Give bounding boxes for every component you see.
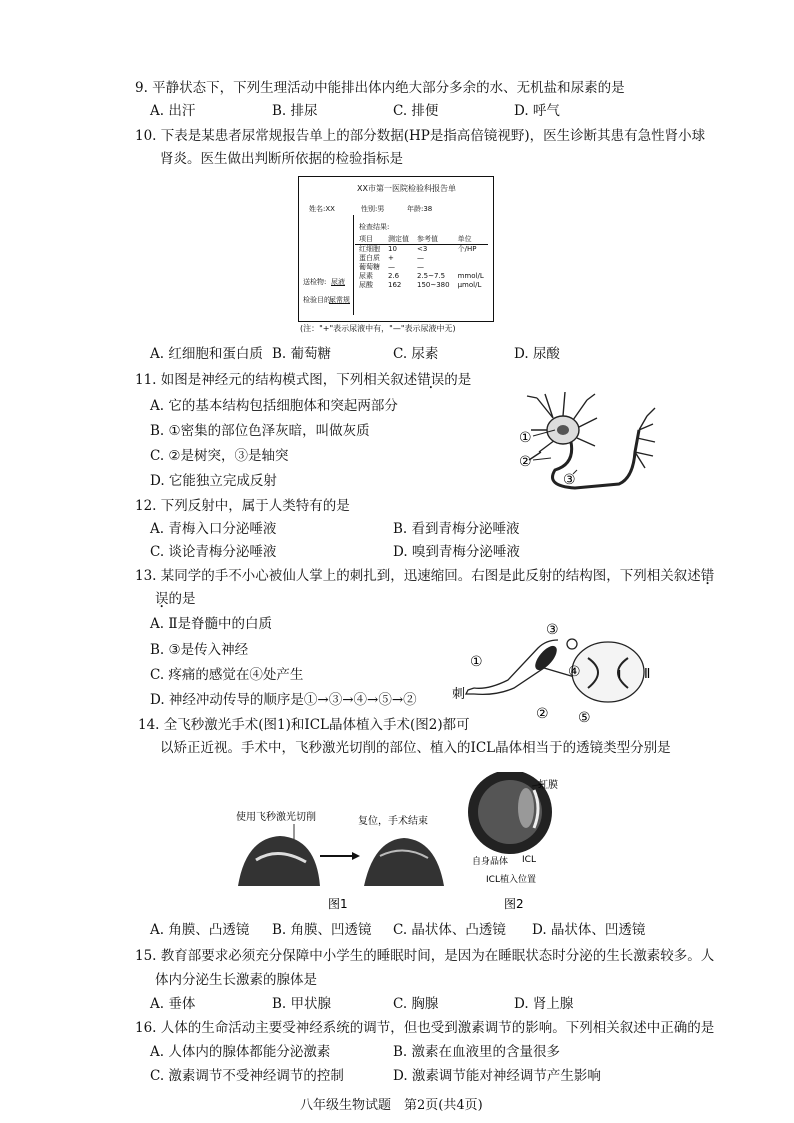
q15-stem-line2: 体内分泌生长激素的腺体是 — [155, 972, 317, 988]
reflex-label-1: ① — [470, 654, 483, 670]
q13-stem-line2 — [155, 589, 196, 609]
table-row — [355, 272, 488, 281]
report-sample-label: 送检物: — [303, 278, 327, 286]
q9-option-a: A. 出汗 — [150, 103, 196, 119]
q10-option-b: B. 葡萄糖 — [272, 346, 332, 362]
reflex-arc-diagram — [448, 618, 660, 726]
q10-option-c: C. 尿素 — [393, 346, 439, 362]
header-unit: 单位 — [454, 235, 488, 245]
reflex-label-i: Ⅰ — [618, 668, 622, 681]
cell: 162 — [388, 281, 402, 289]
table-row — [355, 254, 488, 263]
report-header-row — [355, 235, 488, 245]
page-footer: 八年级生物试题 第2页(共4页) — [300, 1098, 483, 1113]
q11-option-c: C. ②是树突，③是轴突 — [150, 448, 289, 464]
cell: — — [388, 263, 395, 271]
fig1-label-laser: 使用飞秒激光切削 — [236, 812, 316, 823]
q15-option-c: C. 胸腺 — [393, 996, 439, 1012]
report-sex: 性别:男 — [361, 205, 385, 213]
fig2-label-iris: 虹膜 — [538, 780, 558, 791]
cell — [454, 263, 488, 272]
fig2-label-lens: 自身晶体 — [472, 857, 509, 867]
report-age: 年龄:38 — [407, 205, 433, 213]
q16-option-a: A. 人体内的腺体都能分泌激素 — [150, 1044, 331, 1060]
q15-option-a: A. 垂体 — [150, 996, 196, 1012]
q13-stem-line1 — [135, 566, 714, 586]
q15-option-b: B. 甲状腺 — [272, 996, 332, 1012]
report-title: XX市第一医院检验科报告单 — [357, 184, 456, 193]
q13-emphasis-2: 误 — [155, 591, 169, 607]
q13-emphasis-1: 错 — [700, 568, 715, 584]
q16-stem: 16. 人体的生命活动主要受神经系统的调节，但也受到激素调节的影响。下列相关叙述中正确的是 — [135, 1020, 715, 1036]
report-name: 姓名:XX — [309, 205, 335, 213]
neuron-diagram — [515, 390, 665, 500]
fig2-label-position: ICL植入位置 — [486, 875, 536, 885]
cell: 葡萄糖 — [359, 263, 380, 271]
q15-option-d: D. 肾上腺 — [514, 996, 574, 1012]
reflex-label-thorn: 刺 — [452, 687, 466, 702]
cell: 个/HP — [457, 245, 477, 253]
q11-stem — [135, 370, 471, 390]
cell: <3 — [417, 245, 428, 253]
q10-stem-line2: 肾炎。医生做出判断所依据的检验指标是 — [160, 151, 403, 167]
cornea-before — [238, 836, 320, 886]
header-reference: 参考值 — [413, 235, 454, 245]
q11-stem-text: 11. 如图是神经元的结构模式图，下列相关叙述 — [135, 372, 418, 388]
cell: 尿酸 — [359, 281, 373, 289]
header-value: 测定值 — [384, 235, 413, 245]
q11-emphasis: 错误 — [417, 372, 445, 388]
report-results-label: 检查结果: — [359, 223, 390, 231]
q14-stem-line2: 以矫正近视。手术中，飞秒激光切削的部位、植入的ICL晶体相当于的透镜类型分别是 — [160, 740, 671, 756]
q16-option-d: D. 激素调节能对神经调节产生影响 — [393, 1068, 601, 1084]
q15-stem-line1: 15. 教育部要求必须充分保障中小学生的睡眠时间，是因为在睡眠状态时分泌的生长激素较多。人 — [135, 948, 715, 964]
q14-option-b: B. 角膜、凹透镜 — [272, 922, 372, 938]
q14-option-d: D. 晶状体、凹透镜 — [532, 922, 646, 938]
q9-option-c: C. 排便 — [393, 103, 439, 119]
q9-option-b: B. 排尿 — [272, 103, 318, 119]
report-divider — [353, 215, 354, 315]
report-note: (注："+"表示尿液中有，"—"表示尿液中无) — [300, 324, 456, 333]
q14-option-c: C. 晶状体、凸透镜 — [393, 922, 506, 938]
q13-stem-end: 的是 — [168, 591, 196, 607]
cell: μmol/L — [457, 281, 482, 289]
cell — [454, 254, 488, 263]
cell: — — [417, 254, 424, 262]
q16-option-b: B. 激素在血液里的含量很多 — [393, 1044, 561, 1060]
q12-option-d: D. 嗅到青梅分泌唾液 — [393, 544, 520, 560]
q11-option-b: B. ①密集的部位色泽灰暗，叫做灰质 — [150, 423, 370, 439]
reflex-label-2: ② — [536, 706, 549, 722]
q12-stem: 12. 下列反射中，属于人类特有的是 — [135, 498, 350, 514]
cell: 10 — [388, 245, 397, 253]
nucleus — [557, 425, 569, 435]
cell: + — [388, 254, 394, 262]
cell: 150~380 — [417, 281, 450, 289]
reflex-label-3: ③ — [546, 622, 559, 638]
cell: 红细胞 — [359, 245, 380, 253]
fig1-caption: 图1 — [328, 897, 348, 911]
q13-option-d: D. 神经冲动传导的顺序是①→③→④→⑤→② — [150, 692, 417, 708]
q12-option-a: A. 青梅入口分泌唾液 — [150, 521, 277, 537]
efferent-path — [474, 668, 578, 694]
natural-lens — [518, 788, 534, 828]
q12-option-c: C. 谈论青梅分泌唾液 — [150, 544, 277, 560]
table-row — [355, 263, 488, 272]
report-purpose-value: 尿常规 — [329, 296, 350, 304]
q13-option-c: C. 疼痛的感觉在④处产生 — [150, 667, 304, 683]
ganglion — [567, 639, 577, 649]
eye-surgery-figures — [228, 772, 584, 916]
neuron-label-1: ① — [519, 430, 532, 446]
fig2-label-icl: ICL — [522, 855, 536, 865]
q11-option-d: D. 它能独立完成反射 — [150, 473, 277, 489]
fig1-label-reset: 复位，手术结束 — [358, 816, 428, 827]
q10-option-d: D. 尿酸 — [514, 346, 560, 362]
cell: 2.6 — [388, 272, 400, 280]
q16-option-c: C. 激素调节不受神经调节的控制 — [150, 1068, 344, 1084]
q10-stem-line1: 10. 下表是某患者尿常规报告单上的部分数据(HP是指高倍镜视野)，医生诊断其患有急性肾小球 — [135, 128, 706, 144]
header-item: 项目 — [355, 235, 384, 245]
fingertip — [466, 688, 474, 694]
q12-option-b: B. 看到青梅分泌唾液 — [393, 521, 520, 537]
report-purpose-label: 检验目的: — [303, 296, 334, 304]
leader-line-2 — [533, 458, 551, 460]
q13-stem-text: 13. 某同学的手不小心被仙人掌上的刺扎到，迅速缩回。右图是此反射的结构图，下列相关叙述 — [135, 568, 701, 584]
spinal-cord — [572, 642, 644, 702]
cell: mmol/L — [457, 272, 484, 280]
cell: 蛋白质 — [359, 254, 380, 262]
reflex-label-5: ⑤ — [578, 710, 591, 726]
urine-report-table — [298, 176, 494, 322]
fig2-caption: 图2 — [504, 897, 524, 911]
neuron-label-2: ② — [519, 454, 532, 470]
q14-option-a: A. 角膜、凸透镜 — [150, 922, 250, 938]
q13-option-b: B. ③是传入神经 — [150, 642, 249, 658]
report-results — [355, 235, 488, 290]
cornea-after — [364, 838, 444, 886]
neuron-label-3: ③ — [563, 472, 576, 488]
cell: 尿素 — [359, 272, 373, 280]
q9-option-d: D. 呼气 — [514, 103, 560, 119]
q9-stem: 9. 平静状态下，下列生理活动中能排出体内绝大部分多余的水、无机盐和尿素的是 — [135, 80, 625, 96]
q11-stem-end: 的是 — [444, 372, 472, 388]
report-sample-value: 尿液 — [331, 278, 345, 286]
q10-option-a: A. 红细胞和蛋白质 — [150, 346, 263, 362]
table-row — [355, 281, 488, 290]
q13-option-a: A. Ⅱ是脊髓中的白质 — [150, 616, 273, 632]
cell: 2.5~7.5 — [417, 272, 446, 280]
arrow-head — [352, 852, 360, 860]
cell: — — [417, 263, 424, 271]
reflex-label-4: ④ — [568, 664, 581, 680]
q14-stem-line1: 14. 全飞秒激光手术(图1)和ICL晶体植入手术(图2)都可 — [138, 717, 470, 733]
reflex-label-ii: Ⅱ — [644, 667, 651, 682]
table-row — [355, 245, 488, 255]
q11-option-a: A. 它的基本结构包括细胞体和突起两部分 — [150, 398, 398, 414]
